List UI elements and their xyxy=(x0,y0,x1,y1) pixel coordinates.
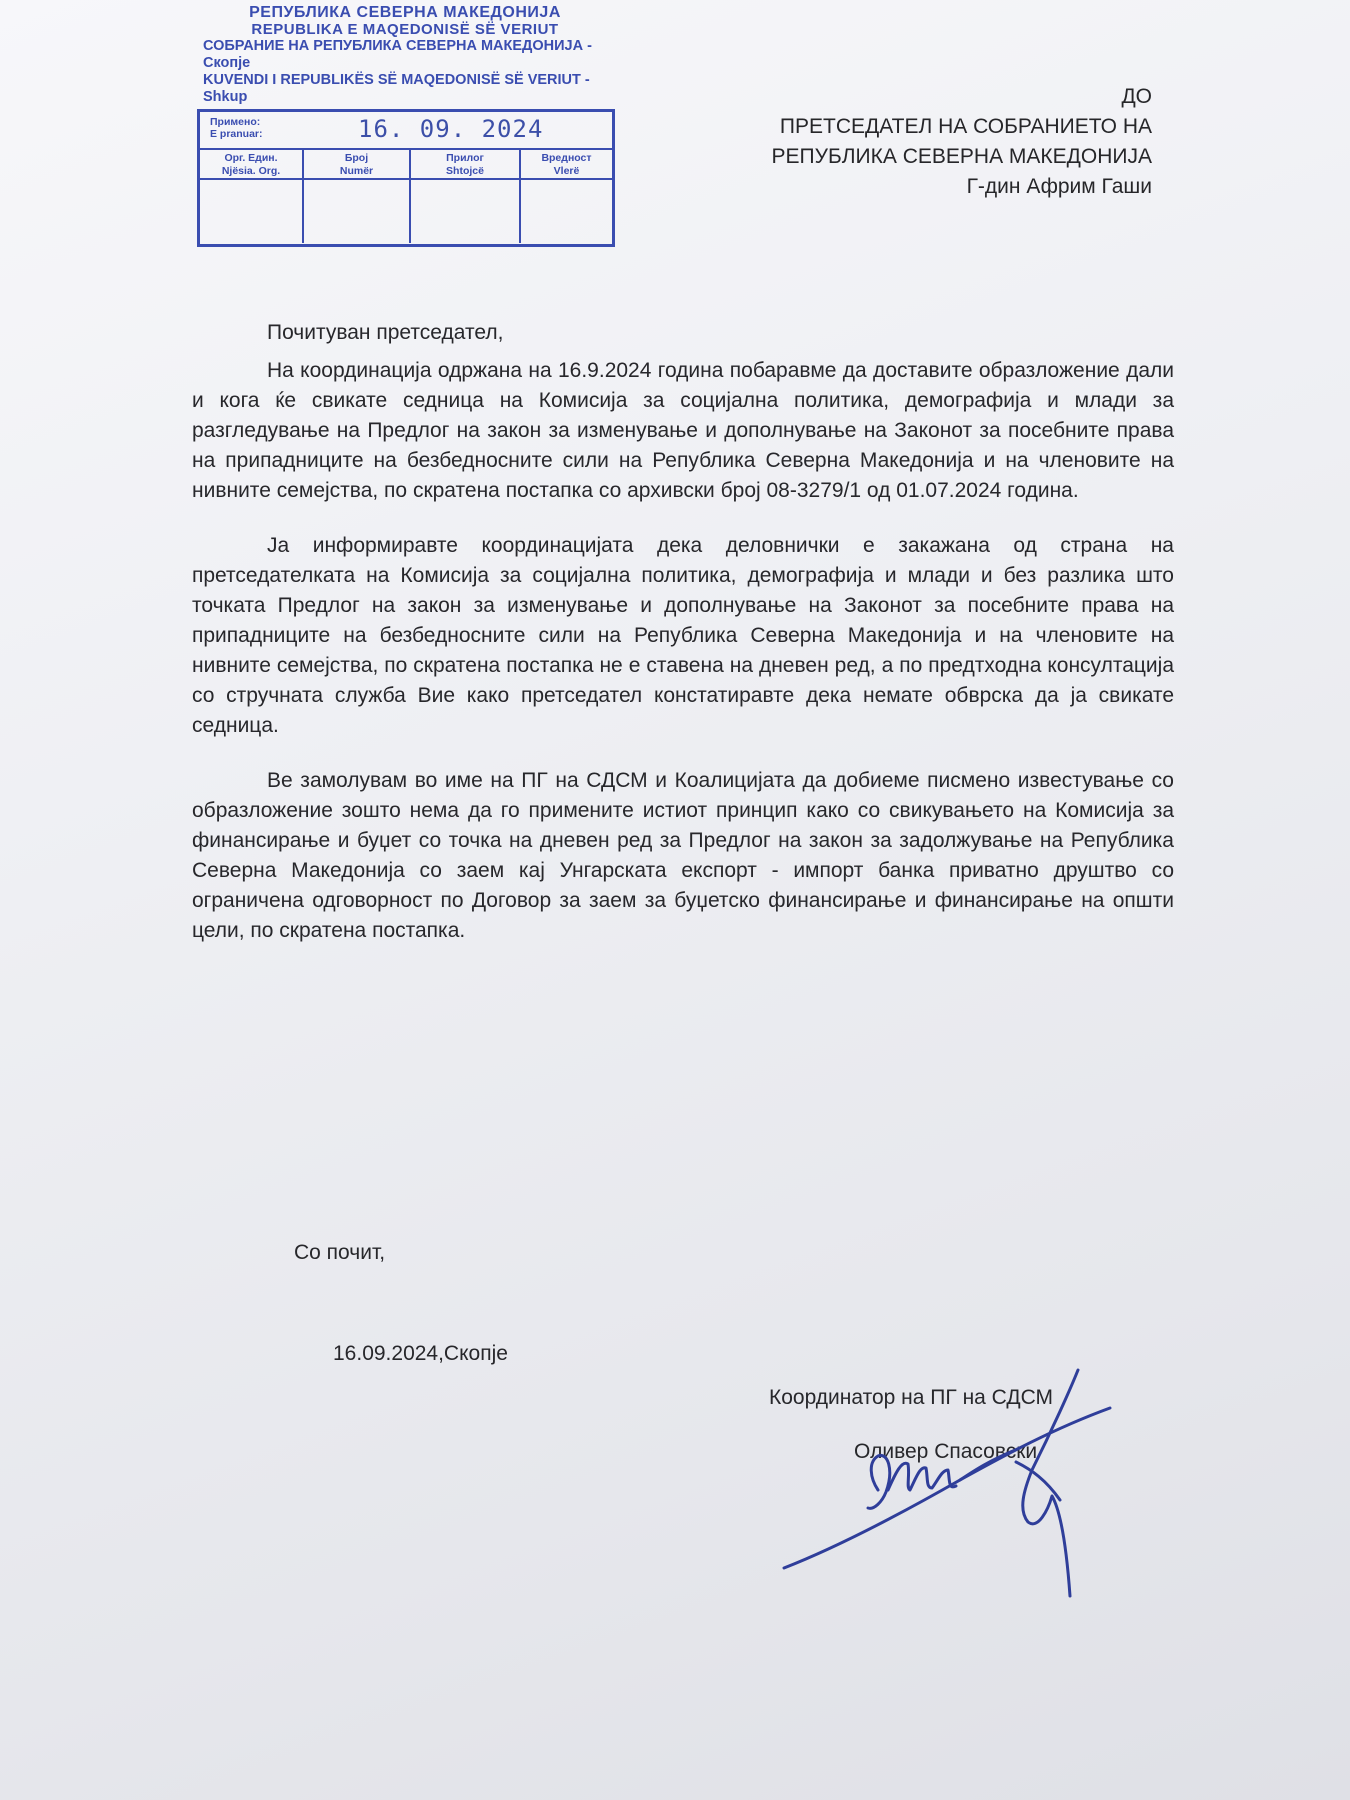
sender-name: Оливер Спасовски xyxy=(854,1440,1038,1463)
stamp-grid xyxy=(200,150,612,243)
stamp-received-row xyxy=(200,112,612,150)
stamp-line-3: СОБРАНИЕ НА РЕПУБЛИКА СЕВЕРНА МАКЕДОНИЈА - Скопје xyxy=(203,38,592,71)
closing: Со почит, xyxy=(294,1241,386,1264)
stamp-line-2: REPUBLIKA E MAQEDONISË SË VERIUT xyxy=(251,21,559,38)
paragraph-3: Ве замолувам во име на ПГ на СДСМ и Коалицијата да добиеме писмено известување со образложение зошто нема да го примените истиот принцип како со свикувањето на Комисија за финансирање и буџет со точка на дневен ред за Предлог на закон за задолжување на Република Северна Македонија со заем кај Унгарската експорт - импорт банка приватно друштво со ограничена одговорност по Договор за заем за буџетско финансирање и финансирање на општи цели, по скратена постапка. xyxy=(192,769,1174,942)
stamp-col-attachment xyxy=(411,150,521,243)
received-label-mk: Примено: xyxy=(210,116,261,128)
sender-title: Координатор на ПГ на СДСМ xyxy=(769,1386,1054,1409)
stamp-line-4: KUVENDI I REPUBLIKËS SË MAQEDONISË SË VERIUT - Shkup xyxy=(203,72,590,105)
recipient-line-2: РЕПУБЛИКА СЕВЕРНА МАКЕДОНИЈА xyxy=(771,145,1152,168)
stamp-received-label xyxy=(210,116,263,140)
stamp-col-value xyxy=(521,150,612,243)
recipient-block xyxy=(772,82,1152,202)
recipient-to: ДО xyxy=(1121,85,1152,108)
stamp-line-1: РЕПУБЛИКА СЕВЕРНА МАКЕДОНИЈА xyxy=(249,4,561,21)
stamp-col-header: Прилог Shtojcë xyxy=(411,150,519,180)
recipient-line-1: ПРЕТСЕДАТЕЛ НА СОБРАНИЕТО НА xyxy=(779,115,1152,138)
handwritten-signature xyxy=(770,1360,1150,1610)
stamp-received-date: 16. 09. 2024 xyxy=(358,115,544,143)
recipient-name: Г-дин Африм Гаши xyxy=(966,175,1152,198)
received-label-sq: E pranuar: xyxy=(210,128,263,140)
paragraph-1: На координација одржана на 16.9.2024 година побаравме да доставите образложение дали и кога ќе свикате седница на Комисија за социјална политика, демографија и млади за разгледување на Предлог на закон за изменување и дополнување на Законот за посебните права на припадниците на безбедносните сили на Република Северна Македонија и на членовите на нивните семејства, по скратена постапка со архивски број 08-3279/1 од 01.07.2024 година. xyxy=(192,359,1174,502)
stamp-header xyxy=(195,4,615,106)
greeting: Почитуван претседател, xyxy=(267,321,504,344)
stamp-col-number xyxy=(304,150,411,243)
paragraph-2: Ја информиравте координацијата дека деловнички е закажана од страна на претседателката на Комисија за социјална политика, демографија и млади и без разлика што точката Предлог на закон за изменување и дополнување на Законот за посебните права на припадниците на безбедносните сили на Република Северна Македонија и на членовите на нивните семејства, по скратена постапка не е ставена на дневен ред, а по предтходна консултација со стручната служба Вие како претседател констатиравте дека немате обврска да ја свикате седница. xyxy=(192,534,1174,737)
date-place: 16.09.2024,Скопје xyxy=(333,1342,508,1365)
stamp-col-header: Вредност Vlerë xyxy=(521,150,612,180)
registry-stamp xyxy=(195,4,615,247)
stamp-col-org-unit xyxy=(200,150,304,243)
stamp-box xyxy=(197,109,615,247)
stamp-col-header: Број Numër xyxy=(304,150,409,180)
letter-body xyxy=(192,318,1174,971)
stamp-col-header: Орг. Един. Njësia. Org. xyxy=(200,150,302,180)
